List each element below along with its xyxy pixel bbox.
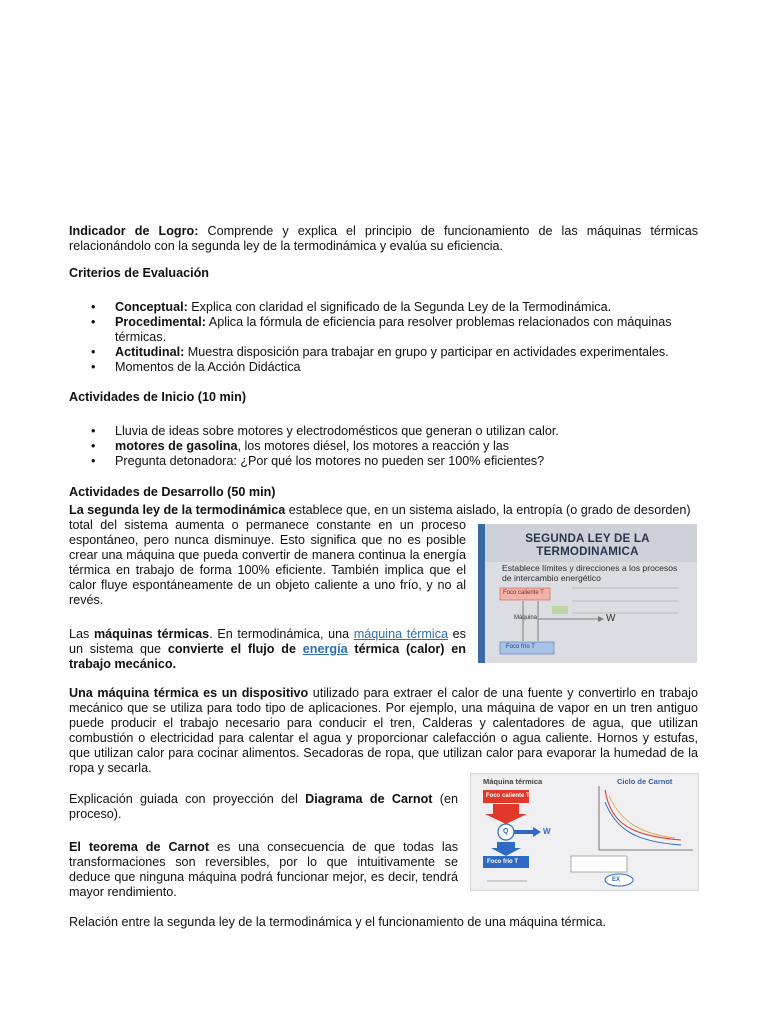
carnot-figure [470, 773, 699, 891]
criterio-label: Procedimental: [115, 315, 206, 329]
inicio-item-bold: motores de gasolina [115, 439, 238, 453]
inicio-heading: Actividades de Inicio (10 min) [69, 390, 247, 404]
energia-link[interactable]: energía [302, 642, 348, 656]
indicador-text: Comprende y explica el principio de funcionamiento de las máquinas térmicas relacionándolo con la segunda ley de la termodinámica y evalúa su eficiencia. [69, 224, 698, 253]
inicio-list [69, 424, 698, 469]
fig2-right-title: Ciclo de Carnot [617, 777, 673, 786]
p4-text: Explicación guiada con proyección del [69, 792, 306, 806]
desarrollo-heading: Actividades de Desarrollo (50 min) [69, 485, 276, 499]
machine-label: Máquina [514, 615, 538, 621]
p5-text: es una consecuencia de que todas las transformaciones son reversibles, por lo que intuitivamente se deduce que ninguna máquina podrá funcionar mejor, es decir, tendrá mayor rendimiento. [69, 840, 458, 899]
fig2-hot-label: Foco caliente T [486, 793, 530, 799]
figure-subtitle: Establece límites y direcciones a los procesos de intercambio energético [502, 563, 678, 583]
figure-title-line: TERMODINAMICA [536, 545, 639, 558]
criterios-list [69, 300, 698, 375]
criterio-label: Conceptual: [115, 300, 188, 314]
desarrollo-p3 [69, 686, 698, 776]
hot-label: Foco caliente T [503, 590, 544, 596]
desarrollo-p4 [69, 792, 458, 822]
list-item [69, 315, 698, 345]
p3-bold: Una máquina térmica es un dispositivo [69, 686, 309, 700]
inicio-item-text: , los motores diésel, los motores a reacción y las [237, 439, 510, 453]
fig2-cold-label: Foco frío T [487, 859, 518, 865]
desarrollo-p6: Relación entre la segunda ley de la termodinámica y el funcionamiento de una máquina térmica. [69, 915, 606, 929]
list-item: • Pregunta detonadora: ¿Por qué los motores no pueden ser 100% eficientes? [69, 454, 698, 469]
p1-bold: La segunda ley de la termodinámica [69, 503, 286, 517]
adiabat [609, 796, 675, 838]
list-item [69, 300, 698, 315]
p3-text: utilizado para extraer el calor de una fuente y convertirlo en trabajo mecánico que se utiliza para todo tipo de aplicaciones. Por ejemplo, una máquina de vapor en un tren antiguo puede producir el trabajo necesario para conducir el tren, Calderas y calentadores de agua, que utilizan combustión o electricidad para calentar el agua y proporcionar calefacción o agua caliente. Hornos y estufas, que utilizan calor para cocinar alimentos. Secadoras de ropa, que utilizan calor para evaporar la humedad de la ropa y secarla. [69, 686, 698, 775]
p1-rest: establece que, en un sistema aislado, la entropía (o grado de desorden) [285, 503, 691, 517]
criterio-text: Muestra disposición para trabajar en grupo y participar en actividades experimentales. [184, 345, 669, 359]
isotherm-hot [605, 790, 681, 840]
list-item [69, 439, 698, 454]
p2-text: es un sistema que [69, 627, 466, 656]
work-arrowhead [598, 616, 604, 622]
legend-swatch [552, 606, 568, 614]
maquina-termica-link[interactable]: máquina térmica [353, 627, 449, 641]
criterio-text: Explica con claridad el significado de la Segunda Ley de la Termodinámica. [187, 300, 612, 314]
criterio-text: Momentos de la Acción Didáctica [115, 360, 301, 374]
criterio-label: Actitudinal: [115, 345, 185, 359]
p4-text: (en proceso). [69, 792, 459, 821]
fig2-eff-label: EX [612, 877, 621, 883]
desarrollo-p2 [69, 627, 466, 672]
p2-bold: máquinas térmicas [93, 627, 210, 641]
work-out-arrowhead [533, 827, 541, 837]
desarrollo-p1-cont: total del sistema aumenta o permanece constante en un proceso espontáneo, pero nunca disminuye. Esto significa que no es posible crear una máquina que pueda convertir de manera continua la energía térmica en trabajo de forma 100% eficiente. También implica que el calor fluye espontáneamente de un objeto caliente a uno frío, y no al revés. [69, 518, 466, 607]
heat-out-arrow [491, 842, 521, 856]
desarrollo-p1-first-line [69, 503, 709, 518]
criterio-text: Aplica la fórmula de eficiencia para resolver problemas relacionados con máquinas térmicas. [115, 315, 672, 344]
indicador-paragraph [69, 224, 698, 254]
fig2-left-title: Máquina térmica [483, 777, 543, 786]
p5-bold: El teorema de Carnot [69, 840, 210, 854]
figure-title-line: SEGUNDA LEY DE LA [525, 532, 650, 545]
p2-text: . En termodinámica, una [209, 627, 354, 641]
list-item: • Lluvia de ideas sobre motores y electrodomésticos que generan o utilizan calor. [69, 424, 698, 439]
desarrollo-p5 [69, 840, 458, 900]
p2-bold: térmica (calor) en trabajo mecánico. [69, 642, 466, 671]
criterios-heading: Criterios de Evaluación [69, 266, 209, 280]
p4-bold: Diagrama de Carnot [305, 792, 433, 806]
indicador-label: Indicador de Logro: [69, 224, 199, 238]
list-item [69, 345, 698, 360]
w-label: W [606, 613, 616, 624]
formula-box [571, 856, 627, 872]
cold-label: Foco frío T [506, 644, 535, 650]
heat-in-arrow [485, 804, 527, 824]
fig2-q-label: Q [503, 828, 509, 835]
p2-bold: convierte el flujo de [167, 642, 303, 656]
list-item [69, 360, 698, 375]
p2-text: Las [69, 627, 94, 641]
fig2-w-label: W [543, 827, 551, 836]
segunda-ley-figure [478, 524, 697, 663]
